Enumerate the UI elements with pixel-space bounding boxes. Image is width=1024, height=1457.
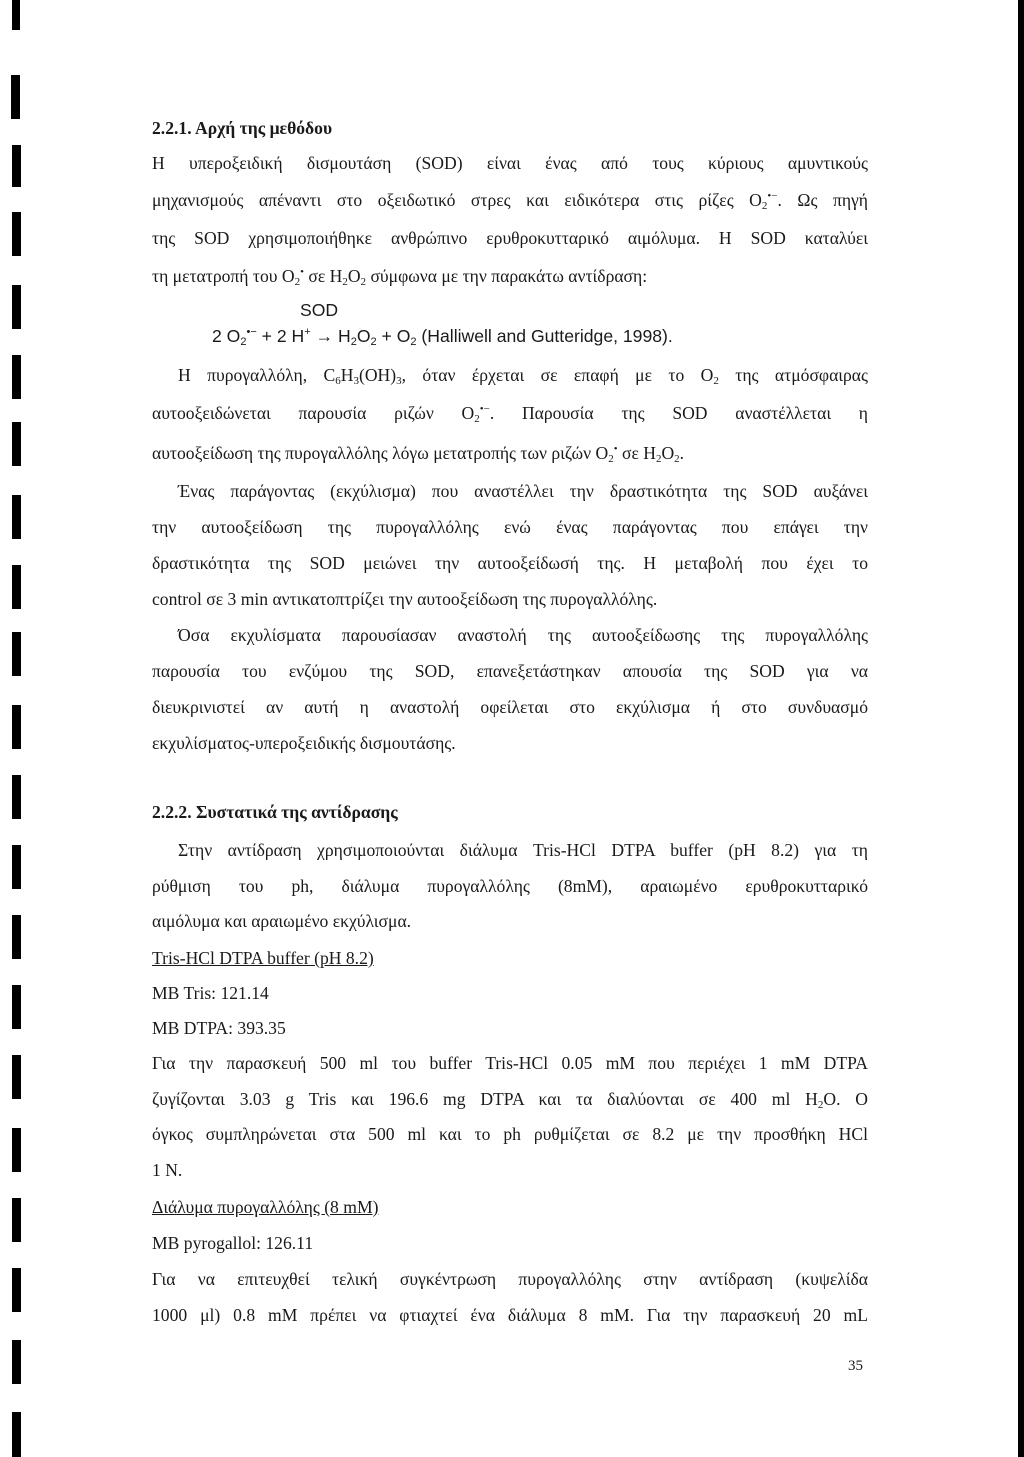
binding-mark	[12, 495, 21, 539]
binding-mark	[12, 285, 21, 329]
section-heading: 2.2.1. Αρχή της μεθόδου	[152, 118, 333, 138]
binding-mark	[11, 75, 20, 119]
section-heading: 2.2.2. Συστατικά της αντίδρασης	[152, 802, 398, 822]
molar-mass-line: MB DTPA: 393.35	[152, 1018, 286, 1038]
binding-mark	[12, 1198, 21, 1242]
paragraph-line: αυτοοξειδώνεται παρουσία ριζών $O_2^{•-}$. Παρουσία της SOD αναστέλλεται η	[152, 403, 868, 425]
binding-mark	[12, 565, 21, 609]
paragraph-line: Για να επιτευχθεί τελική συγκέντρωση πυρογαλλόλης στην αντίδραση (κυψελίδα	[152, 1269, 868, 1289]
paragraph-line: δραστικότητα της SOD μειώνει την αυτοοξείδωσή της. Η μεταβολή που έχει το	[152, 553, 868, 573]
binding-mark	[12, 915, 21, 959]
binding-mark	[12, 705, 21, 749]
paragraph-line: Ένας παράγοντας (εκχύλισμα) που αναστέλλει την δραστικότητα της SOD αυξάνει	[178, 481, 868, 501]
molar-mass-line: MB Tris: 121.14	[152, 983, 269, 1003]
binding-mark	[12, 1412, 21, 1457]
paragraph-line: τη μετατροπή του $O_2^•$ σε $H_2O_2$ σύμφωνα με την παρακάτω αντίδραση:	[152, 266, 648, 288]
binding-mark	[12, 632, 21, 676]
molar-mass-line: MB pyrogallol: 126.11	[152, 1233, 314, 1253]
binding-mark	[12, 1340, 21, 1384]
paragraph-line: Για την παρασκευή 500 ml του buffer Tris-HCl 0.05 mM που περιέχει 1 mM DTPA	[152, 1053, 868, 1073]
binding-mark	[12, 1128, 21, 1172]
paragraph-line: αυτοοξείδωση της πυρογαλλόλης λόγω μετατροπής των ριζών $O_2^•$ σε $H_2O_2$.	[152, 443, 685, 465]
subsection-title: Tris-HCl DTPA buffer (pH 8.2)	[152, 948, 374, 968]
page-number: 35	[848, 1358, 863, 1374]
paragraph-line: παρουσία του ενζύμου της SOD, επανεξετάστηκαν απουσία της SOD για να	[152, 661, 868, 681]
binding-mark	[12, 212, 21, 256]
paragraph-line: 1 N.	[152, 1160, 183, 1180]
subsection-title: Διάλυμα πυρογαλλόλης (8 mM)	[152, 1197, 379, 1217]
paragraph-line: ρύθμιση του ph, διάλυμα πυρογαλλόλης (8mM), αραιωμένο ερυθροκυτταρικό	[152, 876, 868, 896]
paragraph-line: όγκος συμπληρώνεται στα 500 ml και το ph ρυθμίζεται σε 8.2 με την προσθήκη HCl	[152, 1124, 868, 1144]
paragraph-line: αιμόλυμα και αραιωμένο εκχύλισμα.	[152, 911, 412, 931]
paragraph-line: 1000 μl) 0.8 mM πρέπει να φτιαχτεί ένα διάλυμα 8 mM. Για την παρασκευή 20 mL	[152, 1305, 868, 1325]
paragraph-line: control σε 3 min αντικατοπτρίζει την αυτοοξείδωση της πυρογαλλόλης.	[152, 589, 658, 609]
paragraph-line: μηχανισμούς απέναντι στο οξειδωτικό στρες και ειδικότερα στις ρίζες $O_2^{•-}$. Ως πηγή	[152, 190, 868, 212]
binding-mark	[12, 0, 20, 30]
paragraph-line: ζυγίζονται 3.03 g Tris και 196.6 mg DTPA και τα διαλύονται σε 400 ml $H_2O$. O	[152, 1089, 868, 1111]
right-edge-shadow	[1018, 0, 1024, 1457]
paragraph-line: Η πυρογαλλόλη, $C_6H_3(OH)_3$, όταν έρχεται σε επαφή με το $O_2$ της ατμόσφαιρας	[178, 365, 868, 387]
paragraph-line: Όσα εκχυλίσματα παρουσίασαν αναστολή της αυτοοξείδωσης της πυρογαλλόλης	[178, 625, 868, 645]
paragraph-line: την αυτοοξείδωση της πυρογαλλόλης ενώ ένας παράγοντας που επάγει την	[152, 517, 868, 537]
paragraph-line: εκχυλίσματος-υπεροξειδικής δισμουτάσης.	[152, 733, 456, 753]
binding-mark	[12, 845, 21, 889]
binding-mark	[12, 775, 21, 819]
binding-mark	[12, 1268, 21, 1312]
binding-mark	[12, 985, 21, 1029]
reaction-enzyme-label: SOD	[300, 300, 339, 320]
binding-mark	[12, 145, 21, 187]
paragraph-line: Η υπεροξειδική δισμουτάση (SOD) είναι ένας από τους κύριους αμυντικούς	[152, 153, 868, 173]
binding-mark	[12, 1055, 21, 1099]
reaction-equation: 2 $O_2^{•-} + 2$ $H^+ \to H_2O_2 + O_2$ (Halliwell and Gutteridge, 1998).	[212, 326, 673, 348]
paragraph-line: διευκρινιστεί αν αυτή η αναστολή οφείλεται στο εκχύλισμα ή στο συνδυασμό	[152, 697, 868, 717]
paragraph-line: Στην αντίδραση χρησιμοποιούνται διάλυμα Tris-HCl DTPA buffer (pH 8.2) για τη	[178, 840, 868, 860]
paragraph-line: της SOD χρησιμοποιήθηκε ανθρώπινο ερυθροκυτταρικό αιμόλυμα. Η SOD καταλύει	[152, 228, 868, 248]
binding-mark	[12, 422, 21, 466]
binding-mark	[12, 355, 21, 399]
